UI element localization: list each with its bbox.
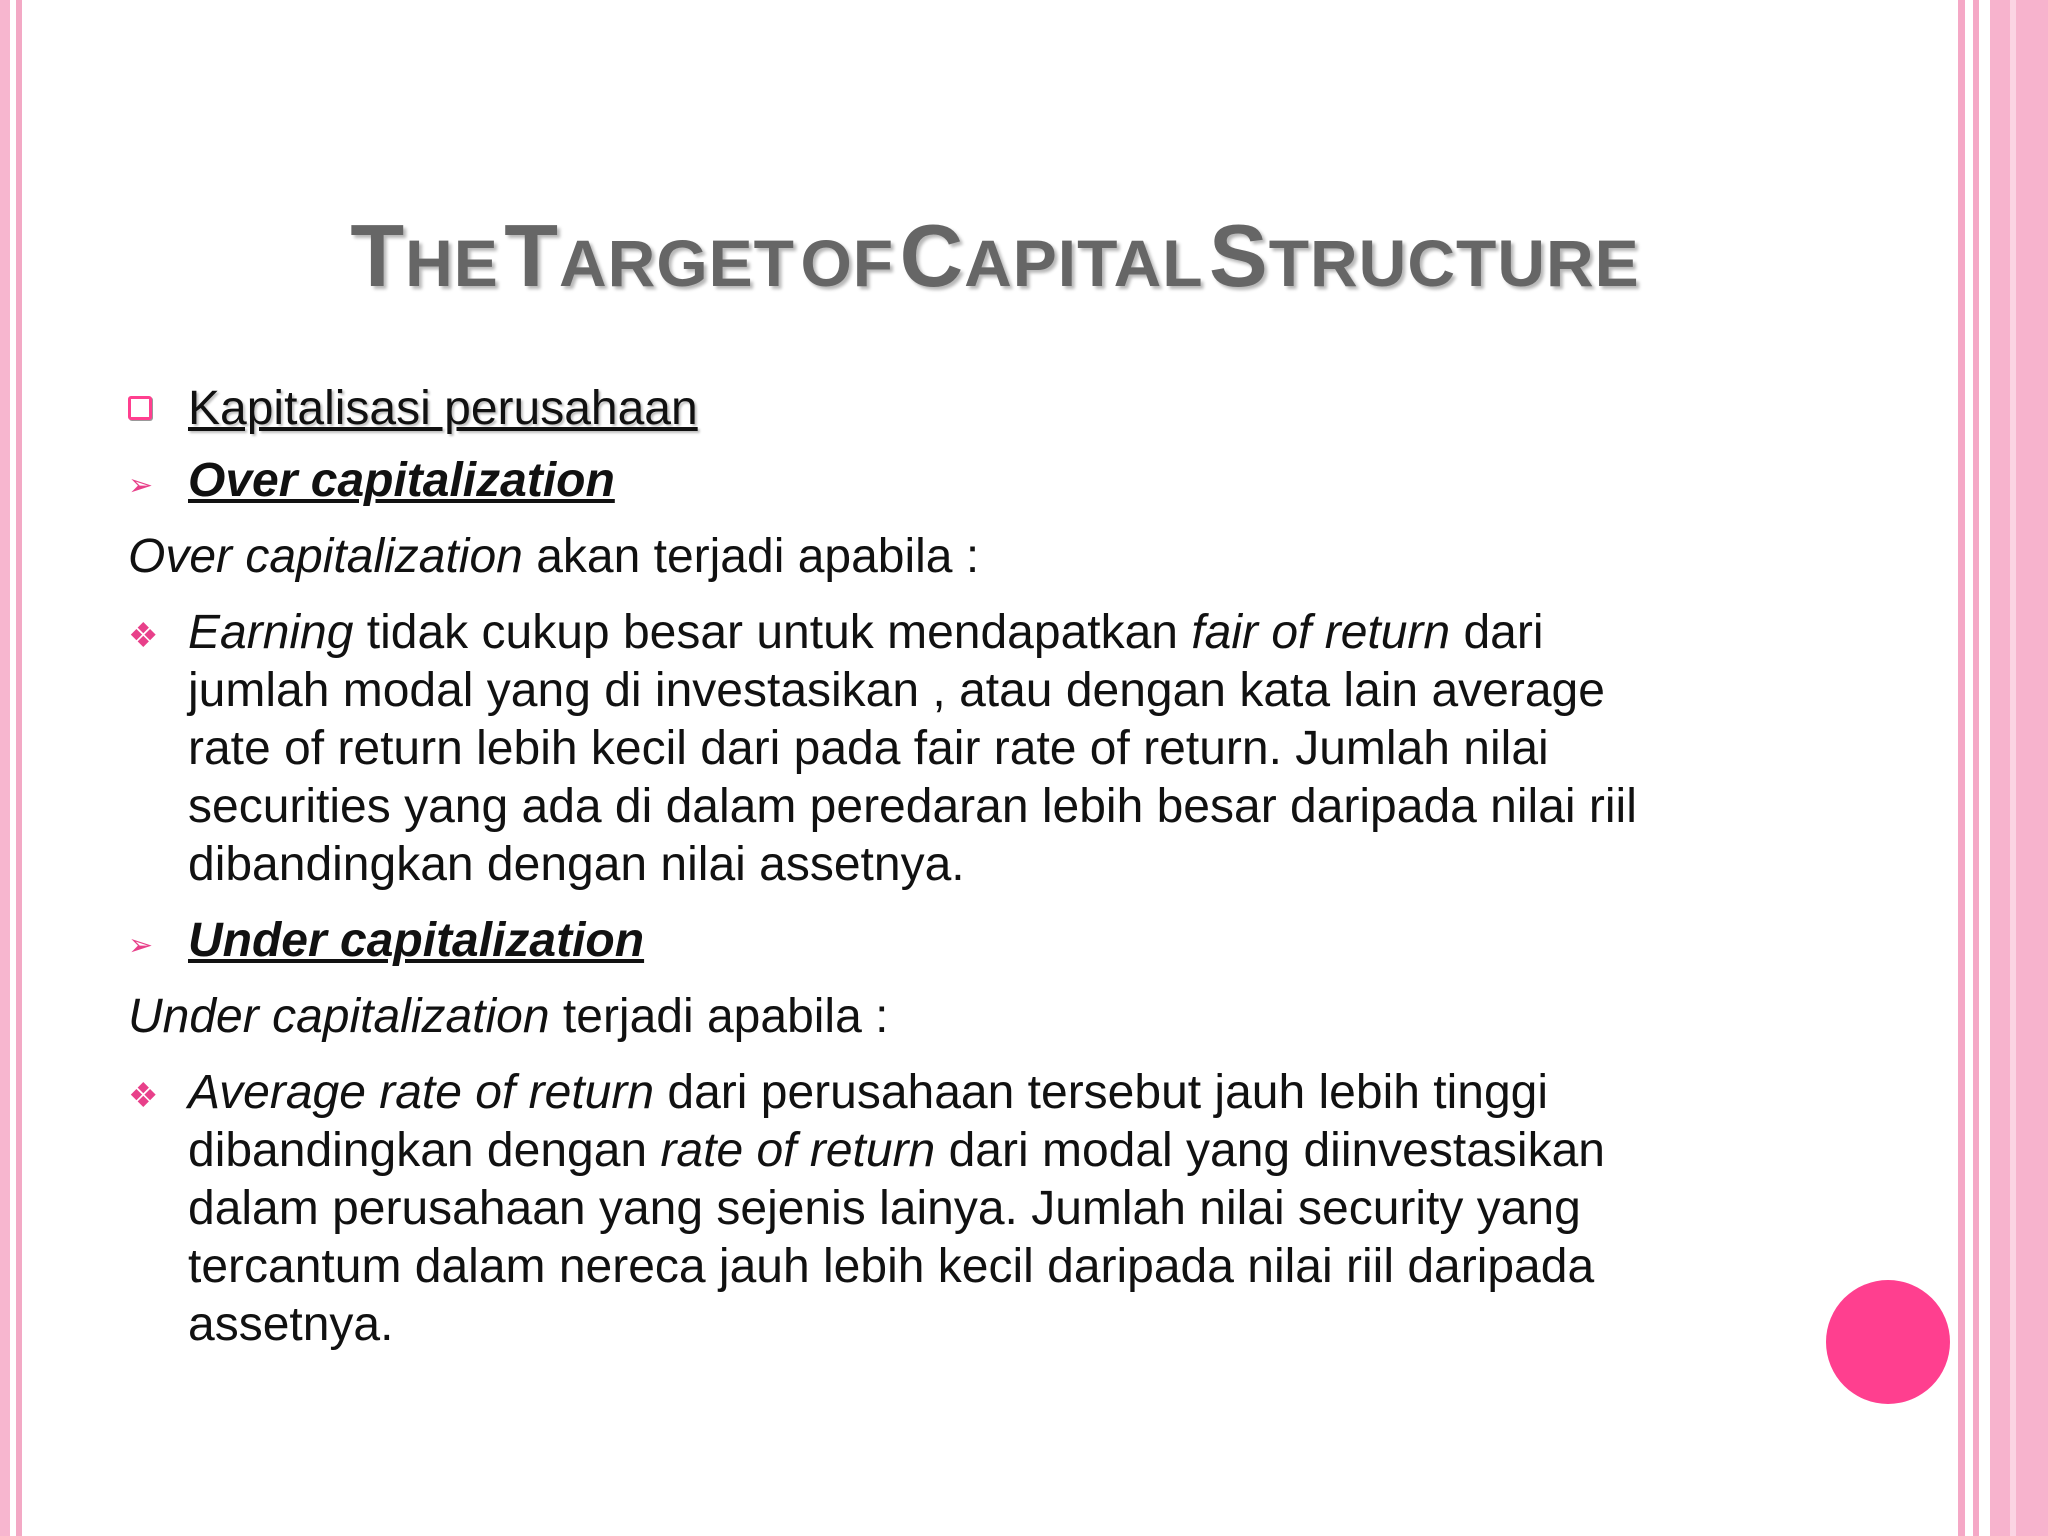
title-word: OF (800, 226, 895, 300)
over-paragraph-line: rate of return lebih kecil dari pada fair rate of return. Jumlah nilai (188, 722, 1549, 775)
under-intro (128, 988, 888, 1046)
title-word: ARGET (559, 226, 795, 300)
left-border-stripe (0, 0, 10, 1536)
term-fair-of-return: fair of return (1191, 606, 1451, 659)
under-paragraph-line (188, 1122, 1605, 1180)
left-border-stripe-inner (16, 0, 22, 1536)
under-paragraph-line (188, 1064, 1548, 1122)
over-intro (128, 528, 979, 586)
section-heading-kapitalisasi: Kapitalisasi perusahaan (188, 382, 698, 435)
under-intro-text: terjadi apabila : (549, 990, 889, 1043)
text: dibandingkan dengan (188, 1124, 661, 1177)
right-border-stripe (1973, 0, 1979, 1536)
title-word: HE (405, 226, 499, 300)
right-border-band (1990, 0, 2048, 1536)
under-paragraph-line: dalam perusahaan yang sejenis lainya. Jumlah nilai security yang (188, 1182, 1581, 1235)
square-bullet-icon (128, 396, 152, 420)
title-word: APITAL (964, 226, 1204, 300)
slide-title (130, 205, 1860, 307)
under-paragraph-line: assetnya. (188, 1298, 394, 1351)
over-paragraph-line: securities yang ada di dalam peredaran lebih besar daripada nilai riil (188, 780, 1637, 833)
arrowhead-bullet-icon: ➢ (128, 929, 154, 962)
decorative-pink-circle (1826, 1280, 1950, 1404)
title-initial: T (350, 206, 406, 305)
right-border-highlight (2010, 0, 2016, 1536)
over-intro-text: akan terjadi apabila : (522, 530, 980, 583)
over-paragraph-line (188, 604, 1543, 662)
text: tidak cukup besar untuk mendapatkan (353, 606, 1192, 659)
text: dari modal yang diinvestasikan (935, 1124, 1605, 1177)
heading-under-capitalization: Under capitalization (188, 914, 645, 967)
title-word: TRUCTURE (1268, 226, 1640, 300)
term-earning: Earning (188, 606, 354, 659)
title-initial: T (504, 206, 559, 305)
over-paragraph-line: dibandingkan dengan nilai assetnya. (188, 838, 965, 891)
arrowhead-bullet-icon: ➢ (128, 469, 154, 502)
term-rate-of-return: rate of return (660, 1124, 936, 1177)
text: dari perusahaan tersebut jauh lebih tinggi (654, 1066, 1549, 1119)
text: dari (1450, 606, 1544, 659)
heading-over-capitalization: Over capitalization (188, 454, 615, 507)
title-initial: C (899, 206, 965, 305)
diamond-bullet-icon: ❖ (128, 617, 159, 655)
over-intro-term: Over capitalization (128, 530, 523, 583)
term-average-rate-of-return: Average rate of return (188, 1066, 655, 1119)
under-paragraph-line: tercantum dalam nereca jauh lebih kecil daripada nilai riil daripada (188, 1240, 1595, 1293)
over-paragraph-line: jumlah modal yang di investasikan , atau dengan kata lain average (188, 664, 1605, 717)
under-intro-term: Under capitalization (128, 990, 550, 1043)
diamond-bullet-icon: ❖ (128, 1077, 159, 1115)
title-initial: S (1209, 206, 1269, 305)
right-border-stripe (1958, 0, 1965, 1536)
